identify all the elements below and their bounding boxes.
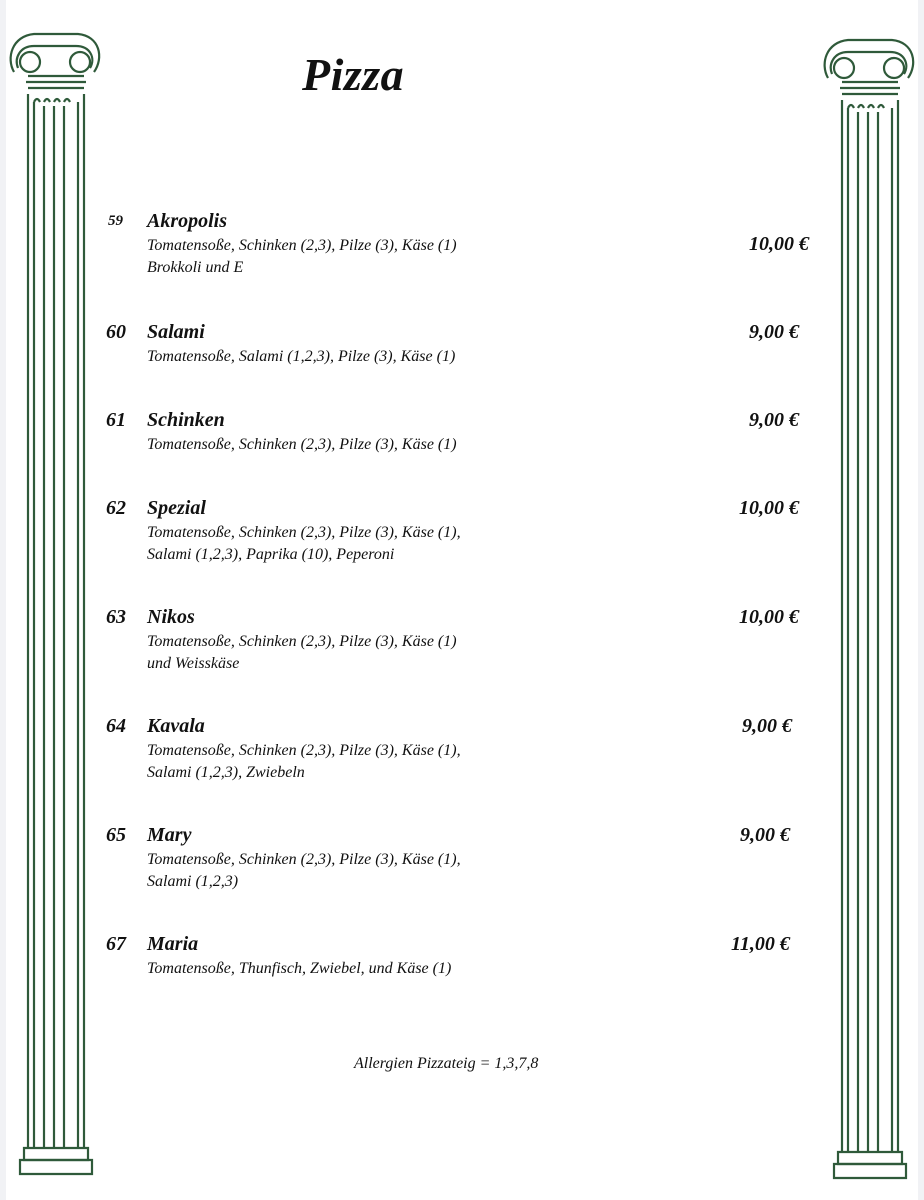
description-line: Tomatensoße, Schinken (2,3), Pilze (3), Käse (1): [147, 633, 457, 650]
page-title: Pizza: [302, 49, 405, 100]
description-line: Tomatensoße, Schinken (2,3), Pilze (3), Käse (1),: [147, 851, 461, 868]
item-number: 60: [106, 321, 126, 343]
item-name: Schinken: [147, 409, 225, 431]
item-number: 63: [106, 606, 126, 628]
item-name: Mary: [147, 824, 192, 846]
item-number: 61: [106, 409, 126, 431]
item-name: Spezial: [147, 497, 206, 519]
item-number: 65: [106, 824, 126, 846]
menu-item: [0, 210, 924, 290]
item-description: [147, 434, 457, 456]
item-price: 10,00 €: [749, 233, 809, 255]
menu-item: [0, 715, 924, 795]
item-number: 67: [106, 933, 126, 955]
item-price: 10,00 €: [739, 497, 799, 519]
description-line: und Weisskäse: [147, 655, 240, 672]
item-description: [147, 849, 461, 893]
description-line: Salami (1,2,3), Paprika (10), Peperoni: [147, 546, 395, 563]
item-price: 10,00 €: [739, 606, 799, 628]
menu-item: [0, 606, 924, 686]
item-description: [147, 346, 455, 368]
page-edge-right: [918, 0, 924, 1200]
item-number: 59: [108, 213, 123, 229]
description-line: Tomatensoße, Thunfisch, Zwiebel, und Käse (1): [147, 960, 452, 977]
item-name: Akropolis: [147, 210, 228, 232]
item-price: 11,00 €: [731, 933, 790, 955]
item-description: [147, 958, 451, 980]
menu-item: [0, 824, 924, 904]
description-line: Salami (1,2,3), Zwiebeln: [147, 764, 305, 781]
description-line: Tomatensoße, Salami (1,2,3), Pilze (3), Käse (1): [147, 348, 456, 365]
description-line: Tomatensoße, Schinken (2,3), Pilze (3), Käse (1): [147, 436, 457, 453]
item-price: 9,00 €: [749, 321, 799, 343]
description-line: Tomatensoße, Schinken (2,3), Pilze (3), Käse (1): [147, 237, 457, 254]
description-line: Tomatensoße, Schinken (2,3), Pilze (3), Käse (1),: [147, 524, 461, 541]
item-price: 9,00 €: [749, 409, 799, 431]
description-line: Tomatensoße, Schinken (2,3), Pilze (3), Käse (1),: [147, 742, 461, 759]
item-number: 62: [106, 497, 126, 519]
item-name: Salami: [147, 321, 205, 343]
menu-item: [0, 409, 924, 489]
item-price: 9,00 €: [742, 715, 792, 737]
item-price: 9,00 €: [740, 824, 790, 846]
item-name: Nikos: [147, 606, 195, 628]
item-number: 64: [106, 715, 126, 737]
menu-item: [0, 933, 924, 1013]
description-line: Salami (1,2,3): [147, 873, 239, 890]
item-description: [147, 235, 457, 279]
menu-item: [0, 497, 924, 577]
item-description: [147, 740, 461, 784]
item-description: [147, 631, 457, 675]
allergen-note: Allergien Pizzateig = 1,3,7,8: [354, 1055, 539, 1072]
description-line: Brokkoli und E: [147, 259, 244, 276]
item-name: Kavala: [147, 715, 205, 737]
item-description: [147, 522, 461, 566]
item-name: Maria: [147, 933, 199, 955]
menu-item: [0, 321, 924, 401]
